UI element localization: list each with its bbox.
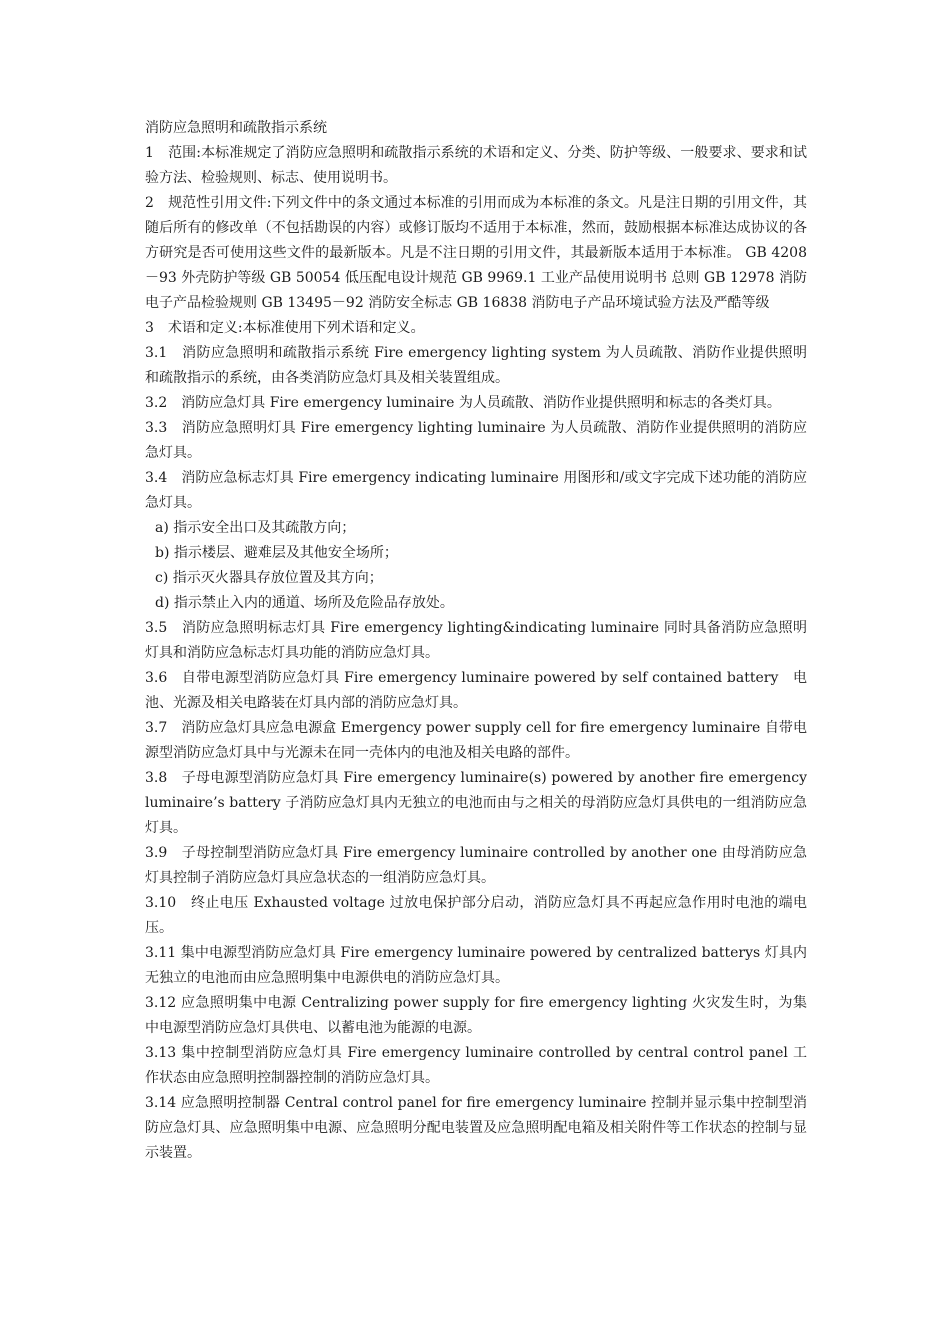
term-3-8: 3.8 子母电源型消防应急灯具 Fire emergency luminaire(s) powered by another fire emergency luminaire’s battery 子消防应急灯具内无独立的电池而由与之相关的母消防应急灯具供电的一组消防应急灯具。 — [145, 770, 807, 836]
term-3-9: 3.9 子母控制型消防应急灯具 Fire emergency luminaire controlled by another one 由母消防应急灯具控制子消防应急灯具应急状态的一组消防应急灯具。 — [145, 845, 807, 886]
term-3-1: 3.1 消防应急照明和疏散指示系统 Fire emergency lighting system 为人员疏散、消防作业提供照明和疏散指示的系统，由各类消防应急灯具及相关装置组成。 — [145, 345, 807, 386]
term-3-10: 3.10 终止电压 Exhausted voltage 过放电保护部分启动，消防应急灯具不再起应急作用时电池的端电压。 — [145, 895, 807, 936]
term-3-4: 3.4 消防应急标志灯具 Fire emergency indicating luminaire 用图形和/或文字完成下述功能的消防应急灯具。 — [145, 470, 807, 511]
term-3-5: 3.5 消防应急照明标志灯具 Fire emergency lighting&indicating luminaire 同时具备消防应急照明灯具和消防应急标志灯具功能的消防应急灯具。 — [145, 620, 807, 661]
list-item-c: c) 指示灭火器具存放位置及其方向； — [155, 570, 383, 586]
list-item-a: a) 指示安全出口及其疏散方向； — [155, 520, 356, 536]
term-3-7: 3.7 消防应急灯具应急电源盒 Emergency power supply cell for fire emergency luminaire 自带电源型消防应急灯具中与光源未在同一壳体内的电池及相关电路的部件。 — [145, 720, 807, 761]
term-3-13: 3.13 集中控制型消防应急灯具 Fire emergency luminaire controlled by central control panel 工作状态由应急照明控制器控制的消防应急灯具。 — [145, 1045, 807, 1086]
term-3-6: 3.6 自带电源型消防应急灯具 Fire emergency luminaire powered by self contained battery 电池、光源及相关电路装在灯具内部的消防应急灯具。 — [145, 670, 807, 711]
term-3-3: 3.3 消防应急照明灯具 Fire emergency lighting luminaire 为人员疏散、消防作业提供照明的消防应急灯具。 — [145, 420, 807, 461]
list-item-d: d) 指示禁止入内的通道、场所及危险品存放处。 — [155, 595, 454, 611]
document-body — [145, 116, 807, 1166]
document-title: 消防应急照明和疏散指示系统 — [145, 120, 327, 136]
term-3-11: 3.11 集中电源型消防应急灯具 Fire emergency luminaire powered by centralized batterys 灯具内无独立的电池而由应急照明集中电源供电的消防应急灯具。 — [145, 945, 807, 986]
section-2-normative-references: 2 规范性引用文件:下列文件中的条文通过本标准的引用而成为本标准的条文。凡是注日期的引用文件，其随后所有的修改单（不包括勘误的内容）或修订版均不适用于本标准，然而，鼓励根据本标准达成协议的各方研究是否可使用这些文件的最新版本。凡是不注日期的引用文件，其最新版本适用于本标准。 GB 4208－93 外壳防护等级 GB 50054 低压配电设计规范 GB 9969.1 工业产品使用说明书 总则 GB 12978 消防电子产品检验规则 GB 13495－92 消防安全标志 GB 16838 消防电子产品环境试验方法及严酷等级 — [145, 195, 807, 311]
section-3-terms: 3 术语和定义:本标准使用下列术语和定义。 — [145, 320, 425, 336]
term-3-14: 3.14 应急照明控制器 Central control panel for fire emergency luminaire 控制并显示集中控制型消防应急灯具、应急照明集中电源、应急照明分配电装置及应急照明配电箱及相关附件等工作状态的控制与显示装置。 — [145, 1095, 807, 1161]
list-item-b: b) 指示楼层、避难层及其他安全场所； — [155, 545, 398, 561]
section-1-scope: 1 范围:本标准规定了消防应急照明和疏散指示系统的术语和定义、分类、防护等级、一般要求、要求和试验方法、检验规则、标志、使用说明书。 — [145, 145, 807, 186]
term-3-12: 3.12 应急照明集中电源 Centralizing power supply for fire emergency lighting 火灾发生时，为集中电源型消防应急灯具供电、以蓄电池为能源的电源。 — [145, 995, 807, 1036]
term-3-2: 3.2 消防应急灯具 Fire emergency luminaire 为人员疏散、消防作业提供照明和标志的各类灯具。 — [145, 395, 781, 411]
